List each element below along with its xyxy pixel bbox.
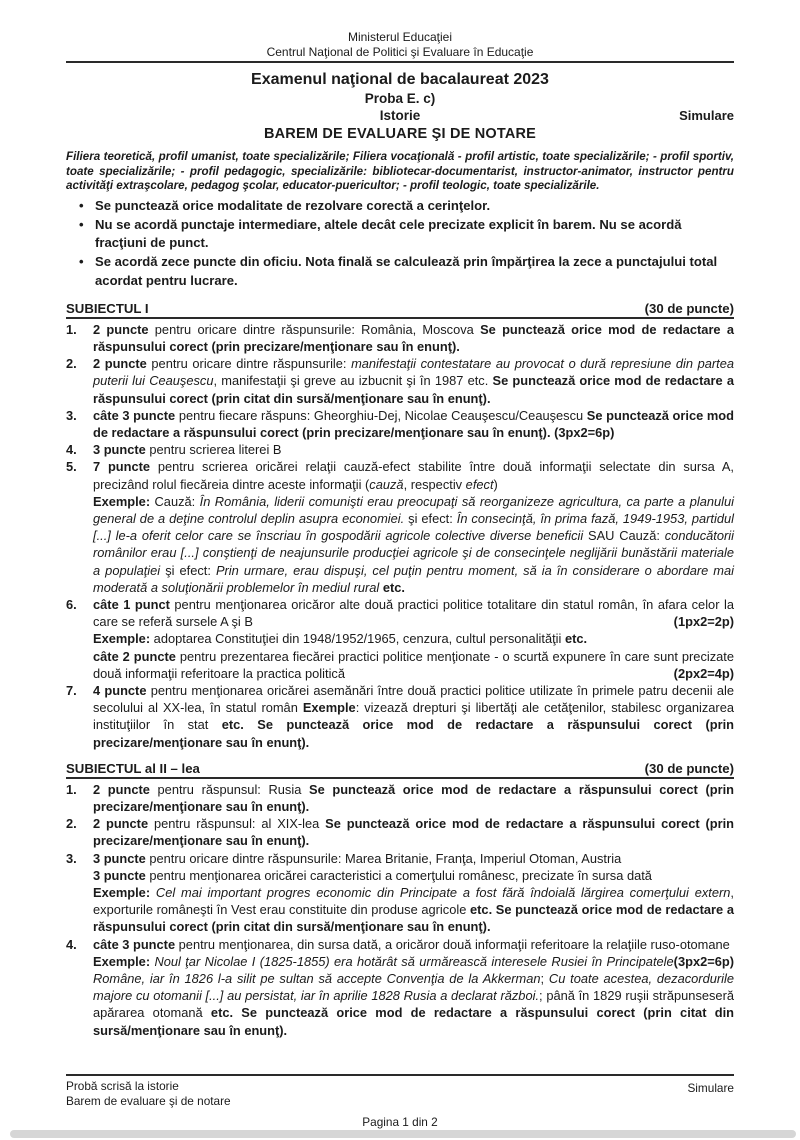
text-run: 3 puncte: [93, 850, 146, 866]
footer-left-line1: Probă scrisă la istorie: [66, 1079, 179, 1093]
text-run: ): [493, 476, 498, 492]
page-number: Pagina 1 din 2: [362, 1115, 438, 1129]
ministry-line2: Centrul Naţional de Politici şi Evaluare în Educaţie: [66, 45, 734, 63]
text-run: etc. Se punctează orice mod de redactare a răspunsului corect (prin citat din sursă/menţionare sau în enunţ).: [93, 902, 734, 935]
text-run: 3 puncte: [93, 442, 146, 458]
barem-item: [66, 355, 734, 407]
text-run: ; până în 1829 ruşii străpunseseră apărarea otomană: [93, 988, 734, 1021]
text-run: Cu toate acestea, dezacordurile majore cu otomanii [...] au persistat, iar în aprilie 1828 Rusia a declarat război.: [93, 971, 734, 1004]
text-run: pentru oricare dintre răspunsurile: Marea Britanie, Franţa, Imperiul Otoman, Austria: [145, 850, 622, 866]
text-run: Exemple:: [93, 631, 151, 647]
item-text: [93, 936, 734, 1039]
document-footer: [66, 1074, 734, 1130]
item-text: [93, 441, 734, 458]
ministry-line1: Ministerul Educaţiei: [347, 30, 453, 44]
text-run: În România, liderii comunişti erau preocupaţi să reorganizeze agricultura, ca parte a planului general de a deţine controlul deplin asupra economiei.: [93, 493, 734, 526]
text-run: câte 3 puncte: [93, 407, 176, 423]
text-run: pentru scrierea literei B: [145, 442, 282, 458]
text-run: 7 puncte: [93, 459, 151, 475]
item-number: 4.: [66, 442, 77, 458]
barem-item: [66, 441, 734, 458]
text-run: cauză: [369, 476, 404, 492]
item-number: 1.: [66, 321, 77, 337]
text-run: conducătorii românilor erau [...] conştienţi de neajunsurile producţiei agricole şi de consecinţele neglijării bunăstării materiale a populaţiei: [93, 528, 735, 578]
text-run: pentru răspunsul: Rusia: [149, 781, 309, 797]
item-text: [93, 682, 734, 751]
text-run: , manifestaţii şi greve au izbucnit şi în 1987 etc.: [213, 373, 493, 389]
exam-subject: Istorie: [379, 108, 421, 123]
text-run: 2 puncte: [93, 356, 147, 372]
text-run: câte 3 puncte: [93, 936, 176, 952]
text-run: În consecinţă, în prima fază, 1949-1953, partidul [...] le-a oferit celor care se înscriau în gospodării agricole colective diverse beneficii: [93, 511, 734, 544]
text-run: etc. Se punctează orice mod de redactare a răspunsului corect (prin precizare/menţionare sau în enunţ).: [93, 717, 734, 750]
rule-item: • Se acordă zece puncte din oficiu. Nota finală se calculează prin împărţirea la zece a punctajului total acordat pentru lucrare.: [66, 253, 734, 291]
points-tag: (2px2=4p): [673, 665, 734, 681]
item-number: 5.: [66, 459, 77, 475]
text-run: pentru prezentarea fiecărei practici politice menţionate - o scurtă expunere în care sunt precizate două informaţii referitoare la practica politică: [93, 648, 735, 681]
text-run: etc. Se punctează orice mod de redactare a răspunsului corect (prin citat din sursă/menţionare sau în enunţ).: [93, 1005, 734, 1038]
text-run: pentru menţionarea oricăror alte două practici politice totalitare din statul român, în afara celor la care se referă sursele A şi B: [93, 597, 734, 630]
item-number: 3.: [66, 850, 77, 866]
text-run: 2 puncte: [93, 781, 150, 797]
barem-item: [66, 682, 734, 751]
subject-row: [66, 107, 734, 124]
text-run: 2 puncte: [93, 321, 149, 337]
item-number: 2.: [66, 816, 77, 832]
barem-item: [66, 458, 734, 596]
text-run: Se punctează orice mod de redactare a răspunsului corect (prin precizare/menţionare sau în enunţ).: [93, 321, 734, 354]
item-text: [93, 781, 734, 815]
item-text: [93, 596, 734, 682]
text-run: , respectiv: [403, 476, 466, 492]
sections: [66, 300, 734, 1039]
text-run: Exemple:: [93, 493, 151, 509]
item-text: [93, 815, 734, 849]
section-header: [66, 760, 734, 779]
barem-item: [66, 321, 734, 355]
text-run: Se punctează orice mod de redactare a răspunsului corect (prin precizare/menţionare sau în enunţ).: [93, 816, 735, 849]
text-run: şi efect:: [160, 562, 216, 578]
item-number: 7.: [66, 683, 77, 699]
item-number: 2.: [66, 356, 77, 372]
item-number: 6.: [66, 597, 77, 613]
text-run: etc.: [564, 631, 588, 647]
item-text: [93, 850, 734, 936]
text-run: Noul ţar Nicolae I (1825-1855) era hotărât să urmărească interesele Rusiei în Principatele Române, iar în 1826 l-a silit pe sultan să accepte Convenţia de la Akkerman: [93, 953, 674, 987]
barem-item: [66, 407, 734, 441]
text-run: Se punctează orice mod de redactare a răspunsului corect (prin precizare/menţionare sau în enunţ). (3px2=6p): [93, 407, 734, 440]
general-rules: [66, 197, 734, 291]
barem-item: [66, 936, 734, 1039]
text-run: 2 puncte: [93, 816, 149, 832]
item-text: [93, 458, 734, 596]
barem-item: [66, 815, 734, 849]
horizontal-scrollbar[interactable]: [10, 1130, 796, 1138]
item-number: 3.: [66, 407, 77, 423]
text-run: pentru oricare dintre răspunsurile:: [146, 356, 352, 372]
text-run: pentru menţionarea oricărei caracteristici a comerţului românesc, precizate în sursa dată: [145, 867, 652, 883]
text-run: : vizează drepturi şi libertăţi ale cetăţenilor, stabilesc organizarea instituţiilor în stat: [93, 700, 734, 733]
item-number: 1.: [66, 781, 77, 797]
text-run: adoptarea Constituţiei din 1948/1952/1965, cenzura, cultul personalităţii: [150, 631, 565, 647]
item-text: [93, 355, 734, 407]
text-run: SAU Cauză:: [583, 528, 665, 544]
barem-item: [66, 596, 734, 682]
text-run: efect: [465, 476, 494, 492]
text-run: 3 puncte: [93, 867, 146, 883]
rule-item: • Nu se acordă punctaje intermediare, altele decât cele precizate explicit în barem. Nu se acordă fracţiuni de punct.: [66, 216, 734, 254]
section-title: SUBIECTUL I: [66, 300, 149, 316]
barem-title: BAREM DE EVALUARE ŞI DE NOTARE: [263, 126, 537, 142]
text-run: pentru fiecare răspuns: Gheorghiu-Dej, Nicolae Ceauşescu/Ceauşescu: [175, 407, 587, 423]
text-run: câte 2 puncte: [93, 648, 176, 664]
text-run: Cel mai important progres economic din Principate a fost fără îndoială lărgirea comerţului extern: [155, 885, 731, 901]
section-title: SUBIECTUL al II – lea: [66, 760, 200, 776]
text-run: câte 1 punct: [93, 597, 170, 613]
text-run: Exemple:: [93, 953, 151, 969]
text-run: pentru scrierea oricărei relaţii cauză-efect stabilite între două informaţii selectate din sursa A, precizând rolul fiecăreia dintre aceste informaţii (: [93, 459, 734, 492]
points-tag: (1px2=2p): [673, 614, 734, 630]
text-run: manifestaţii contestatare au provocat o dură represiune din partea puterii lui Ceauşescu: [93, 356, 734, 389]
points-tag: (3px2=6p): [673, 953, 734, 969]
section-1: [66, 300, 734, 751]
text-run: Cauză:: [150, 493, 200, 509]
item-text: [93, 407, 734, 441]
text-run: pentru menţionarea, din sursa dată, a oricăror două informaţii referitoare la relaţiile ruso-otomane: [175, 936, 730, 952]
text-run: Prin urmare, erau dispuşi, cel puţin pentru moment, să ia în considerare o abordare mai moderată a soluţionării problemelor în mediul rural: [93, 562, 734, 595]
exam-variant: Simulare: [679, 108, 734, 123]
footer-left-line2: Barem de evaluare şi de notare: [66, 1093, 231, 1108]
barem-item: [66, 850, 734, 936]
item-number: 4.: [66, 936, 77, 952]
exam-proba: Proba E. c): [364, 91, 436, 106]
text-run: ;: [540, 971, 549, 987]
text-run: pentru oricare dintre răspunsurile: România, Moscova: [148, 321, 481, 337]
barem-item: [66, 781, 734, 815]
text-run: , exporturile româneşti în Vest erau constituite din produse agricole: [93, 885, 734, 918]
text-run: Se punctează orice mod de redactare a răspunsului corect (prin precizare/menţionare sau în enunţ).: [93, 781, 734, 815]
text-run: şi efect:: [404, 511, 457, 526]
filiera-note: Filiera teoretică, profil umanist, toate specializările; Filiera vocaţională - profil artistic, toate specializările; - profil sportiv, toate specializările; - profil pedagogic, specializările: bibliotecar-documentarist, instructor-animator, instructor pentru activităţi extraşcolare, pedagog şcolar, educator-puericultor; - profil teologic, toate specializările.: [66, 150, 734, 193]
document-header: [66, 30, 734, 291]
footer-variant: Simulare: [687, 1081, 734, 1095]
section-header: [66, 300, 734, 319]
text-run: Exemple:: [93, 885, 151, 901]
text-run: pentru răspunsul: al XIX-lea: [148, 816, 326, 832]
section-points: (30 de puncte): [644, 300, 734, 316]
item-text: [93, 321, 734, 355]
text-run: Se punctează orice mod de redactare a răspunsului corect (prin citat din sursă/menţionare sau în enunţ).: [93, 373, 734, 406]
text-run: Exemple: [302, 700, 356, 716]
section-2: [66, 760, 734, 1039]
text-run: pentru menţionarea oricărei asemănări între două practici politice utilizate în primele patru decenii ale secolului al XX-lea, în statul român: [93, 683, 735, 716]
rule-item: • Se punctează orice modalitate de rezolvare corectă a cerinţelor.: [66, 197, 734, 216]
section-points: (30 de puncte): [644, 760, 734, 776]
text-run: 4 puncte: [93, 683, 147, 699]
exam-title: Examenul naţional de bacalaureat 2023: [251, 71, 549, 88]
text-run: etc.: [382, 579, 405, 595]
